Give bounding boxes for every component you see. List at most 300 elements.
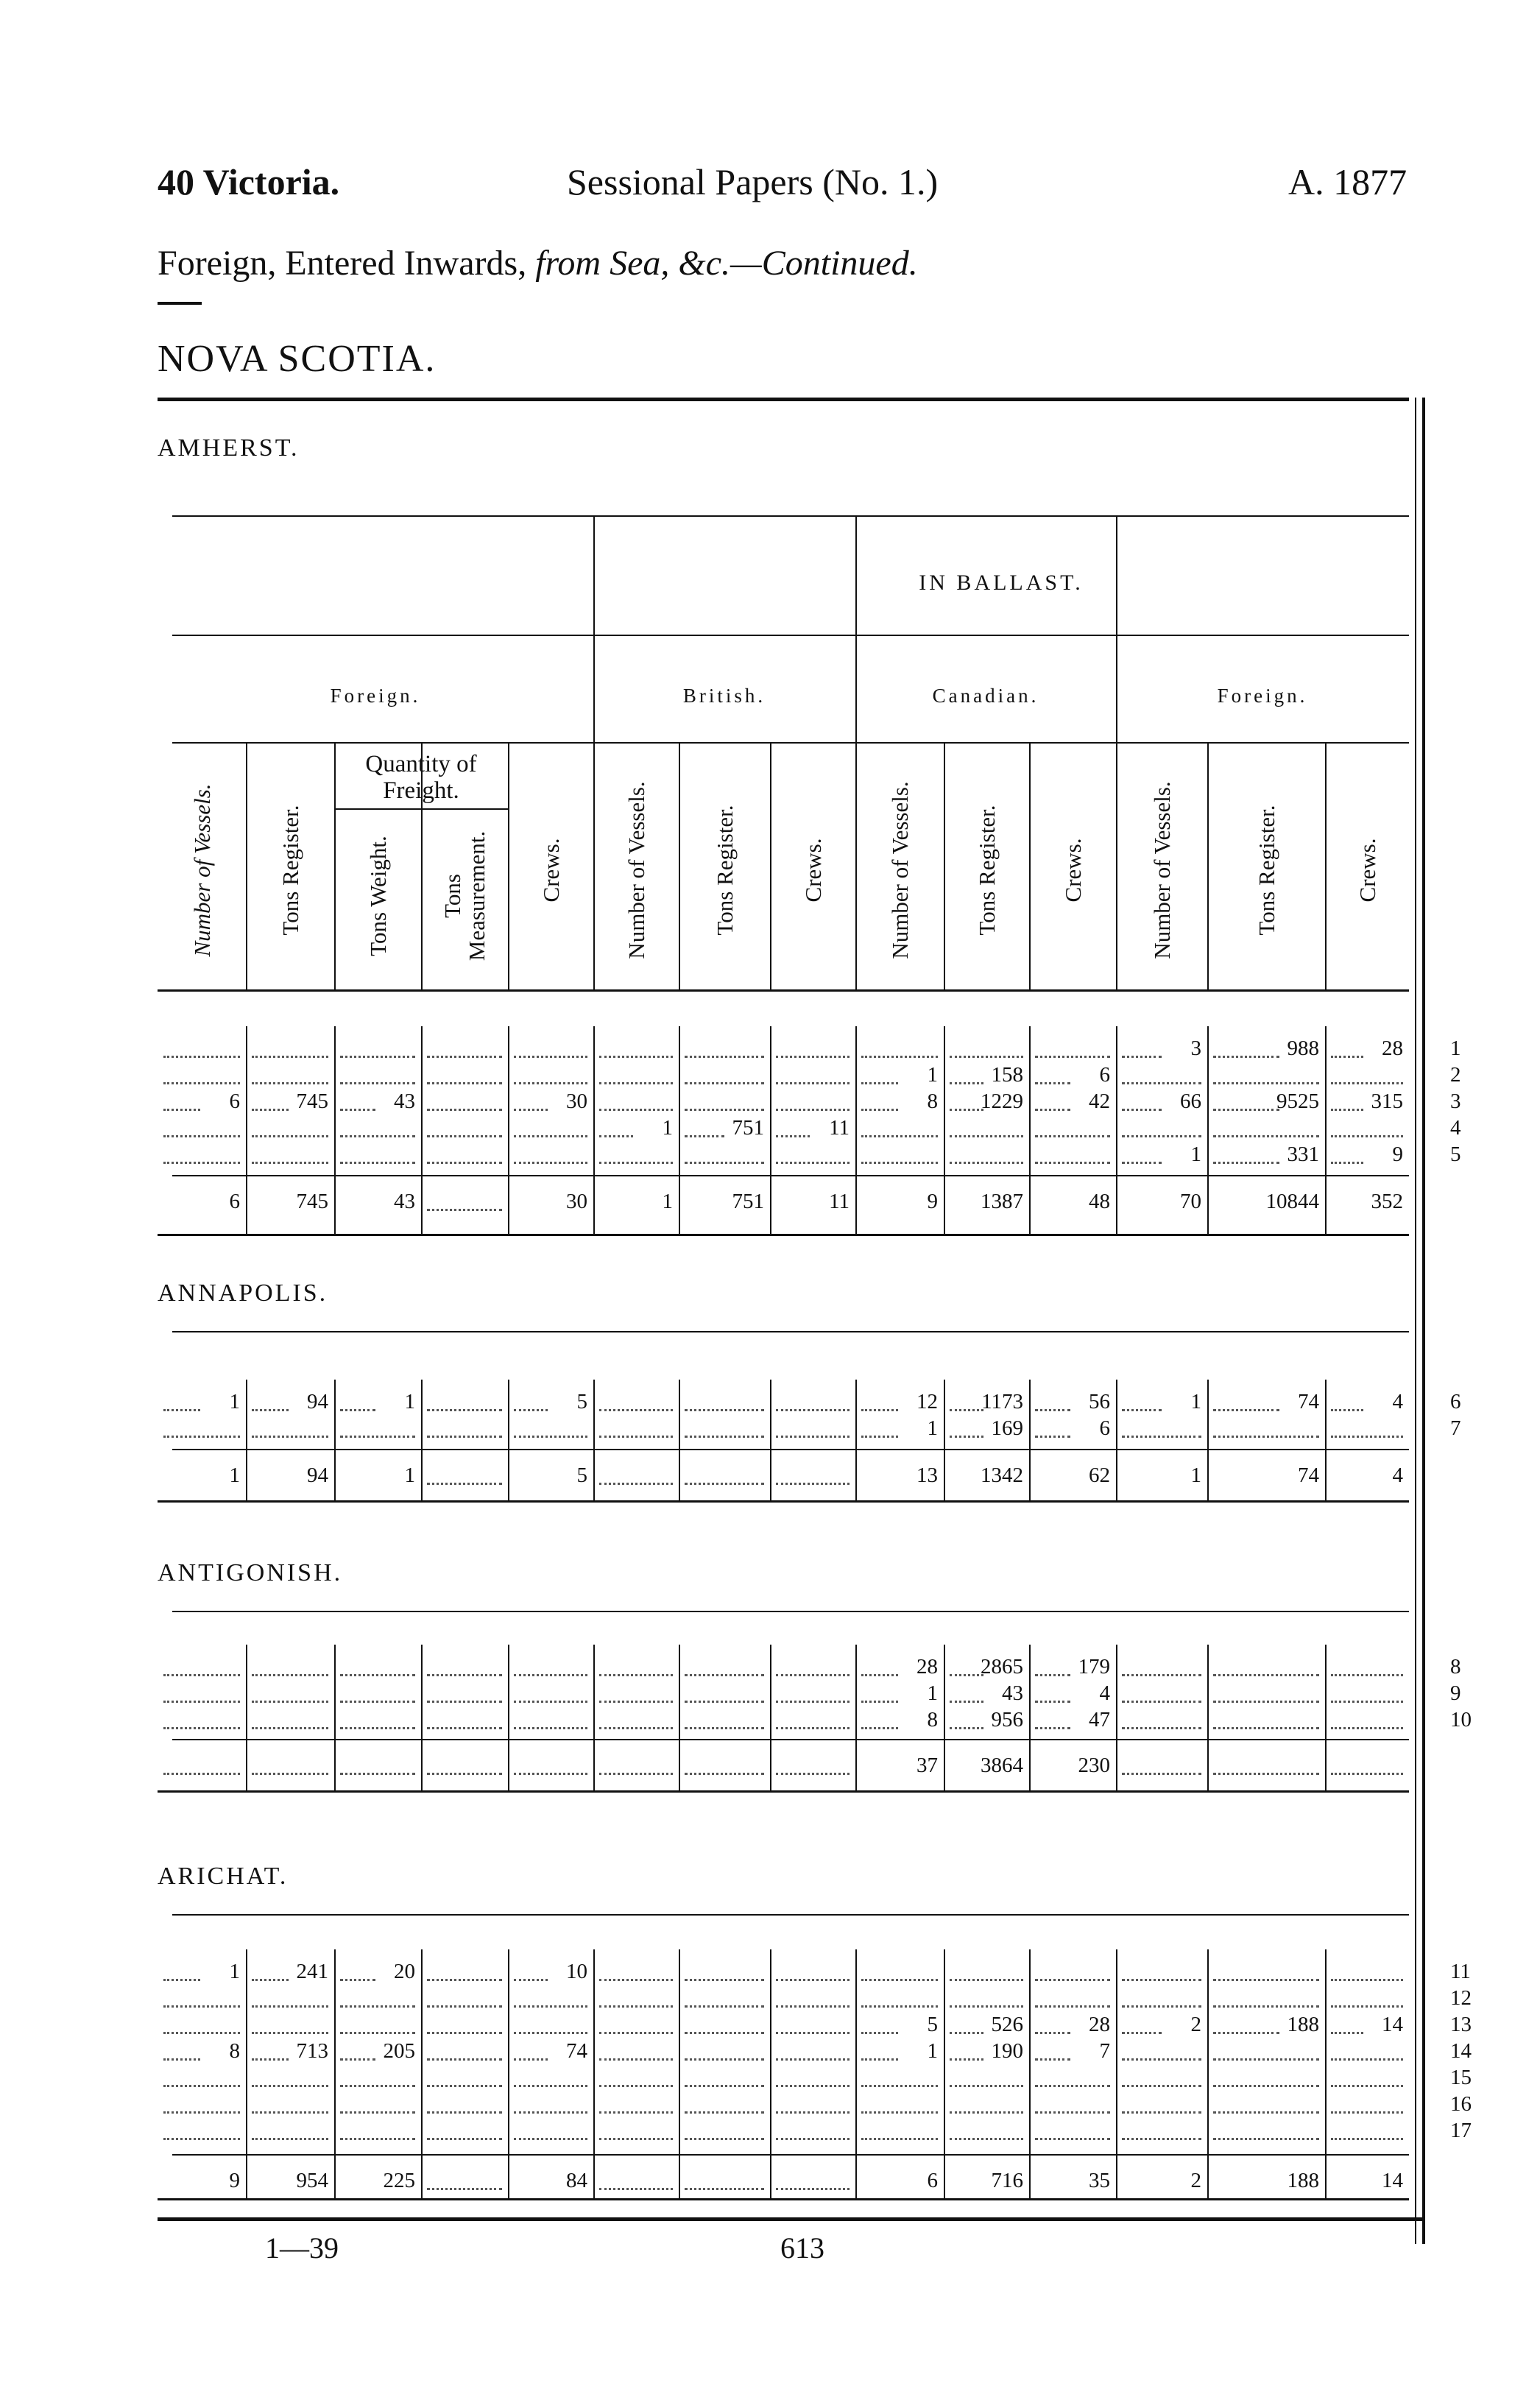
table-cell: 10 (566, 1960, 587, 1983)
column-divider (1325, 1026, 1327, 1234)
column-divider (246, 1026, 247, 1234)
dot-leader (340, 1082, 415, 1084)
column-divider (1207, 1380, 1209, 1500)
dot-leader (776, 1162, 850, 1164)
dot-leader (776, 1773, 850, 1775)
total-cell: 9 (229, 2169, 240, 2192)
dot-leader (427, 1135, 502, 1137)
dot-leader (163, 2111, 240, 2114)
column-divider (334, 1645, 336, 1790)
column-divider (421, 1380, 423, 1500)
dot-leader (950, 1056, 1023, 1058)
column-header (1237, 766, 1296, 975)
total-cell: 94 (307, 1464, 328, 1487)
dot-leader (776, 1056, 850, 1058)
group-divider (593, 515, 595, 989)
table-cell: 28 (1382, 1037, 1403, 1060)
dot-leader (1122, 2111, 1201, 2114)
row-number: 9 (1450, 1681, 1461, 1705)
row-number: 15 (1450, 2066, 1472, 2089)
table-cell: 20 (394, 1960, 415, 1983)
dot-leader (599, 2085, 673, 2087)
dot-leader (685, 1162, 764, 1164)
dot-leader (1122, 2005, 1201, 2008)
dot-leader (599, 2032, 673, 2034)
dot-leader (1035, 1056, 1110, 1058)
frame-right-rule (1422, 398, 1425, 2244)
dot-leader (427, 1483, 502, 1485)
dot-leader (861, 1056, 938, 1058)
dot-leader (163, 1436, 240, 1438)
dot-leader (1213, 1979, 1319, 1981)
column-divider (508, 1645, 509, 1790)
dot-leader (950, 2111, 1023, 2114)
row-number: 14 (1450, 2039, 1472, 2063)
header-left: 40 Victoria. (158, 161, 340, 202)
table-cell: 74 (1298, 1390, 1319, 1413)
footer-rule (158, 2217, 1425, 2221)
column-header (870, 766, 929, 975)
column-divider (944, 1026, 945, 1234)
dot-leader (861, 2085, 938, 2087)
rule (334, 808, 508, 810)
total-cell: 188 (1287, 2169, 1319, 2192)
column-header (348, 817, 407, 975)
dot-leader (1213, 1436, 1319, 1438)
table-cell: 5 (927, 2013, 938, 2036)
rule (172, 515, 1409, 517)
table-cell: 745 (296, 1090, 328, 1113)
dot-leader (427, 1674, 502, 1676)
column-divider (334, 1380, 336, 1500)
column-divider (944, 1949, 945, 2198)
table-cell: 12 (916, 1390, 938, 1413)
dot-leader (163, 1701, 240, 1703)
dot-leader (776, 2085, 850, 2087)
table-cell: 9 (1392, 1143, 1403, 1166)
dot-leader (514, 1135, 587, 1137)
column-header-label: Number of Vessels. (623, 781, 649, 959)
dot-leader (1122, 2058, 1201, 2061)
table-cell: 1 (229, 1390, 240, 1413)
dot-leader (514, 1082, 587, 1084)
column-header-label: Crews. (1354, 838, 1380, 903)
dot-leader (163, 2138, 240, 2140)
total-cell: 4 (1392, 1464, 1403, 1487)
row-number: 11 (1450, 1960, 1471, 1983)
total-cell: 6 (229, 1190, 240, 1213)
dot-leader (252, 1773, 328, 1775)
dot-leader (685, 1109, 764, 1111)
column-header (172, 766, 231, 975)
rule (172, 1611, 1409, 1612)
dot-leader (427, 1082, 502, 1084)
total-cell: 3864 (981, 1754, 1023, 1777)
dot-leader (599, 1727, 673, 1729)
province-title: NOVA SCOTIA. (158, 338, 437, 380)
dot-leader (427, 1979, 502, 1981)
section-end-rule (158, 1500, 1409, 1503)
table-cell: 1 (927, 2039, 938, 2063)
section-title: ARICHAT. (158, 1863, 289, 1890)
dot-leader (163, 1162, 240, 1164)
dot-leader (340, 2005, 415, 2008)
dot-leader (252, 1135, 328, 1137)
table-cell: 1 (404, 1390, 415, 1413)
table-cell: 6 (1099, 1416, 1110, 1440)
dot-leader (252, 1162, 328, 1164)
group-label-foreign-right: Foreign. (1217, 685, 1308, 707)
dot-leader (1035, 2085, 1110, 2087)
column-divider (944, 744, 945, 989)
table-cell: 47 (1089, 1708, 1110, 1731)
total-rule (172, 2154, 1409, 2156)
column-header (695, 766, 754, 975)
table-cell: 3 (1190, 1037, 1201, 1060)
dot-leader (599, 1674, 673, 1676)
rule (158, 989, 1409, 992)
dot-leader (340, 1674, 415, 1676)
table-cell: 751 (732, 1116, 764, 1140)
dot-leader (685, 2032, 764, 2034)
dot-leader (599, 1773, 673, 1775)
dot-leader (252, 2032, 328, 2034)
table-cell: 43 (1002, 1681, 1023, 1705)
group-label-british: British. (682, 685, 766, 707)
dot-leader (1331, 2111, 1403, 2114)
dot-leader (1035, 1135, 1110, 1137)
table-cell: 205 (383, 2039, 415, 2063)
dot-leader (599, 2188, 673, 2190)
dot-leader (1331, 1135, 1403, 1137)
section-title: ANTIGONISH. (158, 1559, 343, 1586)
footer-page-number: 613 (780, 2231, 824, 2264)
dot-leader (861, 1135, 938, 1137)
table-cell: 1 (229, 1960, 240, 1983)
dot-leader (685, 2005, 764, 2008)
dot-leader (340, 1773, 415, 1775)
dot-leader (1122, 1082, 1201, 1084)
column-divider (421, 1949, 423, 2198)
dot-leader (163, 2005, 240, 2008)
total-cell: 11 (829, 1190, 850, 1213)
row-number: 6 (1450, 1390, 1461, 1413)
freight-label: Quantity of Freight. (365, 751, 477, 804)
dot-leader (340, 2032, 415, 2034)
column-divider (1116, 1949, 1117, 2198)
total-cell: 10844 (1265, 1190, 1319, 1213)
column-header (607, 766, 665, 975)
table-cell: 74 (566, 2039, 587, 2063)
total-cell: 1 (229, 1464, 240, 1487)
dot-leader (163, 1773, 240, 1775)
table-cell: 8 (927, 1708, 938, 1731)
dot-leader (599, 1436, 673, 1438)
total-cell: 48 (1089, 1190, 1110, 1213)
dot-leader (599, 1082, 673, 1084)
table-cell: 1 (1190, 1143, 1201, 1166)
total-cell: 352 (1371, 1190, 1403, 1213)
dot-leader (427, 1701, 502, 1703)
dot-leader (861, 2138, 938, 2140)
row-number: 13 (1450, 2013, 1472, 2036)
dot-leader (685, 2085, 764, 2087)
column-divider (508, 1026, 509, 1234)
column-divider (1325, 1645, 1327, 1790)
column-divider (1325, 744, 1327, 989)
table-cell: 66 (1180, 1090, 1201, 1113)
column-divider (855, 1026, 857, 1234)
dot-leader (1331, 2058, 1403, 2061)
short-rule (158, 302, 202, 305)
table-cell: 43 (394, 1090, 415, 1113)
dot-leader (776, 1409, 850, 1411)
dot-leader (861, 2005, 938, 2008)
table-cell: 8 (927, 1090, 938, 1113)
total-cell: 74 (1298, 1464, 1319, 1487)
dot-leader (1331, 1436, 1403, 1438)
table-cell: 4 (1099, 1681, 1110, 1705)
table-cell: 2865 (981, 1655, 1023, 1678)
table-cell: 315 (1371, 1090, 1403, 1113)
column-divider (508, 1380, 509, 1500)
column-divider (855, 1949, 857, 2198)
dot-leader (340, 1135, 415, 1137)
table-cell: 158 (991, 1063, 1023, 1087)
dot-leader (252, 2138, 328, 2140)
dot-leader (685, 2111, 764, 2114)
column-header-label: Tons Weight. (364, 836, 391, 956)
column-divider (246, 1949, 247, 2198)
dot-leader (599, 1409, 673, 1411)
column-divider (1029, 1949, 1031, 2198)
table-cell: 6 (1099, 1063, 1110, 1087)
total-cell: 745 (296, 1190, 328, 1213)
footer-left: 1—39 (265, 2231, 339, 2264)
dot-leader (1213, 1701, 1319, 1703)
dot-leader (776, 2188, 850, 2190)
column-divider (679, 1949, 680, 2198)
dot-leader (514, 1773, 587, 1775)
dot-leader (776, 1674, 850, 1676)
row-number: 17 (1450, 2119, 1472, 2142)
dot-leader (340, 1727, 415, 1729)
column-divider (1029, 1380, 1031, 1500)
table-cell: 1 (927, 1416, 938, 1440)
dot-leader (685, 1409, 764, 1411)
dot-leader (685, 2188, 764, 2190)
column-header (521, 766, 580, 975)
dot-leader (514, 1701, 587, 1703)
total-cell: 230 (1078, 1754, 1110, 1777)
table-cell: 188 (1287, 2013, 1319, 2036)
column-header-label: Tons Register. (973, 805, 1000, 936)
rule (172, 635, 1409, 636)
dot-leader (861, 1162, 938, 1164)
subtitle-italic: from Sea, &c.—Continued. (535, 244, 918, 283)
dot-leader (163, 1135, 240, 1137)
column-header-label: Crews. (537, 838, 564, 903)
total-cell: 716 (991, 2169, 1023, 2192)
row-number: 16 (1450, 2092, 1472, 2116)
dot-leader (685, 1701, 764, 1703)
column-divider (770, 1026, 771, 1234)
dot-leader (252, 1082, 328, 1084)
dot-leader (776, 2005, 850, 2008)
group-label-canadian: Canadian. (932, 685, 1039, 707)
total-cell: 9 (927, 1190, 938, 1213)
dot-leader (514, 1436, 587, 1438)
dot-leader (340, 1056, 415, 1058)
table-cell: 2 (1190, 2013, 1201, 2036)
dot-leader (1331, 2005, 1403, 2008)
column-divider (679, 1645, 680, 1790)
dot-leader (163, 1674, 240, 1676)
dot-leader (252, 1727, 328, 1729)
dot-leader (1331, 1979, 1403, 1981)
total-cell: 1 (662, 1190, 673, 1213)
dot-leader (1213, 2058, 1319, 2061)
column-divider (1116, 1026, 1117, 1234)
dot-leader (427, 2032, 502, 2034)
dot-leader (427, 2085, 502, 2087)
total-cell: 6 (927, 2169, 938, 2192)
dot-leader (776, 1701, 850, 1703)
table-cell: 28 (1089, 2013, 1110, 2036)
group-divider (1116, 515, 1117, 989)
table-cell: 331 (1287, 1143, 1319, 1166)
table-cell: 1 (927, 1063, 938, 1087)
column-divider (855, 1645, 857, 1790)
dot-leader (340, 2138, 415, 2140)
column-header-label: Tons Register. (711, 805, 738, 936)
column-divider (770, 1380, 771, 1500)
dot-leader (252, 1436, 328, 1438)
dot-leader (776, 2138, 850, 2140)
column-divider (770, 1949, 771, 2198)
dot-leader (514, 1162, 587, 1164)
column-divider (855, 1380, 857, 1500)
table-cell: 1 (662, 1116, 673, 1140)
dot-leader (950, 1135, 1023, 1137)
dot-leader (1122, 1135, 1201, 1137)
dot-leader (340, 2085, 415, 2087)
dot-leader (163, 1056, 240, 1058)
dot-leader (599, 2138, 673, 2140)
table-cell: 56 (1089, 1390, 1110, 1413)
total-cell: 70 (1180, 1190, 1201, 1213)
dot-leader (776, 2111, 850, 2114)
dot-leader (685, 2058, 764, 2061)
table-cell: 179 (1078, 1655, 1110, 1678)
table-cell: 94 (307, 1390, 328, 1413)
table-cell: 988 (1287, 1037, 1319, 1060)
table-cell: 30 (566, 1090, 587, 1113)
rule (172, 742, 1409, 744)
column-divider (1207, 1026, 1209, 1234)
column-divider (1325, 1380, 1327, 1500)
dot-leader (1331, 2138, 1403, 2140)
column-header (1338, 766, 1396, 975)
column-divider (944, 1380, 945, 1500)
column-header (1132, 766, 1191, 975)
dot-leader (340, 1436, 415, 1438)
dot-leader (340, 1162, 415, 1164)
total-cell: 1342 (981, 1464, 1023, 1487)
header-center: Sessional Papers (No. 1.) (567, 161, 939, 202)
table-cell: 8 (229, 2039, 240, 2063)
dot-leader (685, 1436, 764, 1438)
dot-leader (1122, 1979, 1201, 1981)
dot-leader (1035, 1162, 1110, 1164)
dot-leader (776, 1727, 850, 1729)
column-header-label: Number of Vessels. (188, 783, 215, 957)
column-header-label: Tons Register. (277, 805, 303, 936)
column-divider (246, 1380, 247, 1500)
dot-leader (776, 1109, 850, 1111)
table-cell: 1229 (981, 1090, 1023, 1113)
dot-leader (1122, 1674, 1201, 1676)
dot-leader (950, 2005, 1023, 2008)
dot-leader (514, 2032, 587, 2034)
dot-leader (1331, 1674, 1403, 1676)
table-cell: 526 (991, 2013, 1023, 2036)
dot-leader (861, 2111, 938, 2114)
total-cell: 13 (916, 1464, 938, 1487)
rule (172, 1331, 1409, 1332)
dot-leader (599, 1483, 673, 1485)
column-divider (334, 1026, 336, 1234)
column-header-label: Crews. (1059, 838, 1086, 903)
column-divider (1207, 1645, 1209, 1790)
dot-leader (163, 2032, 240, 2034)
dot-leader (950, 2138, 1023, 2140)
total-rule (172, 1175, 1409, 1176)
dot-leader (1331, 1701, 1403, 1703)
dot-leader (776, 1082, 850, 1084)
column-divider (679, 1380, 680, 1500)
column-header-label: Crews. (799, 838, 826, 903)
column-divider (679, 744, 680, 989)
dot-leader (427, 1409, 502, 1411)
table-cell: 28 (916, 1655, 938, 1678)
table-cell: 9525 (1276, 1090, 1319, 1113)
section-end-rule (158, 1234, 1409, 1236)
total-cell: 84 (566, 2169, 587, 2192)
dot-leader (427, 2058, 502, 2061)
table-cell: 7 (1099, 2039, 1110, 2063)
dot-leader (1213, 1674, 1319, 1676)
total-rule (172, 1449, 1409, 1450)
dot-leader (1213, 2138, 1319, 2140)
dot-leader (252, 2005, 328, 2008)
dot-leader (1213, 1727, 1319, 1729)
total-cell: 1 (404, 1464, 415, 1487)
table-cell: 190 (991, 2039, 1023, 2063)
dot-leader (1035, 2111, 1110, 2114)
dot-leader (950, 1162, 1023, 1164)
table-cell: 5 (576, 1390, 587, 1413)
dot-leader (599, 1979, 673, 1981)
dot-leader (1035, 1979, 1110, 1981)
dot-leader (252, 2111, 328, 2114)
row-number: 5 (1450, 1143, 1461, 1166)
column-header (957, 766, 1016, 975)
dot-leader (1331, 1727, 1403, 1729)
dot-leader (1213, 1135, 1319, 1137)
dot-leader (427, 1109, 502, 1111)
column-divider (246, 744, 247, 989)
